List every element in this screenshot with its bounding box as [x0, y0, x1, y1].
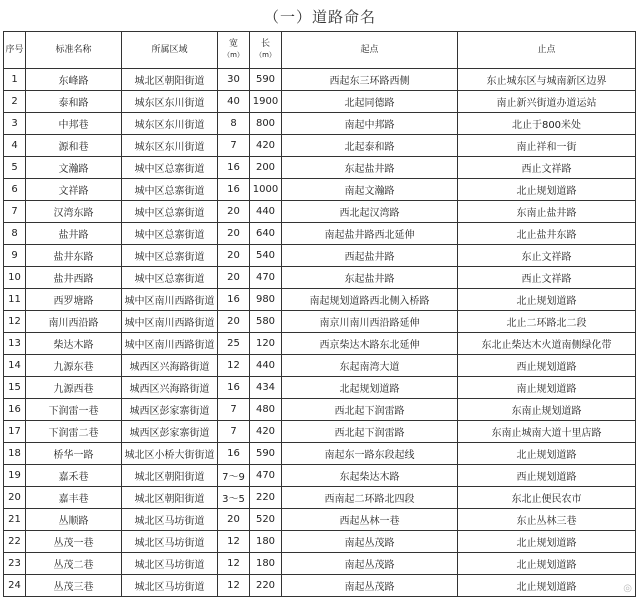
header-length-label: 长	[260, 39, 270, 49]
cell-start: 南起文瀚路	[282, 179, 458, 201]
table-row	[4, 421, 636, 443]
cell-width: 7	[218, 421, 250, 443]
cell-name: 文瀚路	[26, 157, 122, 179]
cell-name: 桥华一路	[26, 443, 122, 465]
cell-no: 17	[4, 421, 26, 443]
cell-no: 8	[4, 223, 26, 245]
cell-end: 北止规划道路	[458, 179, 636, 201]
cell-no: 2	[4, 91, 26, 113]
cell-end: 北止规划道路	[458, 575, 636, 597]
cell-name: 盐井东路	[26, 245, 122, 267]
cell-name: 丛顺路	[26, 509, 122, 531]
cell-area: 城东区东川街道	[122, 91, 218, 113]
table-title: （一）道路命名	[263, 8, 376, 26]
cell-name: 九源西巷	[26, 377, 122, 399]
cell-width: 12	[218, 531, 250, 553]
cell-area: 城北区马坊街道	[122, 509, 218, 531]
table-row	[4, 245, 636, 267]
header-no: 序号	[4, 32, 26, 69]
cell-length: 120	[250, 333, 282, 355]
table-row	[4, 465, 636, 487]
table-row	[4, 443, 636, 465]
cell-no: 4	[4, 135, 26, 157]
cell-end: 西止规划道路	[458, 465, 636, 487]
cell-length: 640	[250, 223, 282, 245]
cell-end: 东南止盐井路	[458, 201, 636, 223]
cell-length: 1000	[250, 179, 282, 201]
cell-start: 西北起下润雷路	[282, 399, 458, 421]
cell-start: 东起盐井路	[282, 157, 458, 179]
table-row	[4, 69, 636, 91]
cell-name: 盐井路	[26, 223, 122, 245]
cell-end: 东止文祥路	[458, 245, 636, 267]
cell-start: 西起丛林一巷	[282, 509, 458, 531]
cell-end: 东南止规划道路	[458, 399, 636, 421]
cell-area: 城北区马坊街道	[122, 531, 218, 553]
cell-end: 北止于800米处	[458, 113, 636, 135]
cell-end: 东止丛林三巷	[458, 509, 636, 531]
cell-end: 东止城东区与城南新区边界	[458, 69, 636, 91]
cell-end: 北止规划道路	[458, 553, 636, 575]
cell-name: 南川西沿路	[26, 311, 122, 333]
cell-start: 东起柴达木路	[282, 465, 458, 487]
cell-area: 城中区总寨街道	[122, 157, 218, 179]
cell-length: 440	[250, 355, 282, 377]
cell-width: 25	[218, 333, 250, 355]
cell-width: 12	[218, 553, 250, 575]
cell-length: 470	[250, 267, 282, 289]
cell-area: 城西区兴海路街道	[122, 355, 218, 377]
table-row	[4, 377, 636, 399]
cell-length: 220	[250, 575, 282, 597]
cell-start: 南起盐井路西北延伸	[282, 223, 458, 245]
header-width	[218, 32, 250, 69]
table-row	[4, 91, 636, 113]
cell-length: 520	[250, 509, 282, 531]
cell-length: 590	[250, 69, 282, 91]
cell-name: 嘉禾巷	[26, 465, 122, 487]
cell-no: 5	[4, 157, 26, 179]
cell-start: 西起盐井路	[282, 245, 458, 267]
table-row	[4, 531, 636, 553]
cell-end: 东北止便民农市	[458, 487, 636, 509]
cell-length: 590	[250, 443, 282, 465]
table-row	[4, 311, 636, 333]
cell-width: 20	[218, 311, 250, 333]
cell-start: 西起东三环路西侧	[282, 69, 458, 91]
cell-name: 九源东巷	[26, 355, 122, 377]
cell-length: 440	[250, 201, 282, 223]
cell-length: 980	[250, 289, 282, 311]
cell-name: 嘉丰巷	[26, 487, 122, 509]
cell-area: 城北区朝阳街道	[122, 69, 218, 91]
cell-name: 丛茂二巷	[26, 553, 122, 575]
header-row	[4, 32, 636, 69]
header-end: 止点	[458, 32, 636, 69]
cell-end: 南止规划道路	[458, 377, 636, 399]
cell-length: 1900	[250, 91, 282, 113]
cell-name: 下润雷一巷	[26, 399, 122, 421]
table-row	[4, 355, 636, 377]
cell-end: 北止规划道路	[458, 289, 636, 311]
cell-width: 8	[218, 113, 250, 135]
cell-no: 19	[4, 465, 26, 487]
table-row	[4, 157, 636, 179]
cell-start: 西南起二环路北四段	[282, 487, 458, 509]
road-naming-table	[3, 31, 636, 597]
cell-no: 11	[4, 289, 26, 311]
cell-area: 城西区彭家寨街道	[122, 421, 218, 443]
cell-width: 30	[218, 69, 250, 91]
cell-start: 北起规划道路	[282, 377, 458, 399]
cell-width: 40	[218, 91, 250, 113]
table-row	[4, 333, 636, 355]
cell-width: 3～5	[218, 487, 250, 509]
cell-name: 文祥路	[26, 179, 122, 201]
watermark: ◎	[623, 583, 632, 594]
cell-start: 南起丛茂路	[282, 553, 458, 575]
cell-start: 西京柴达木路东北延伸	[282, 333, 458, 355]
cell-no: 21	[4, 509, 26, 531]
cell-width: 7～9	[218, 465, 250, 487]
cell-area: 城中区总寨街道	[122, 223, 218, 245]
cell-width: 16	[218, 443, 250, 465]
cell-no: 14	[4, 355, 26, 377]
cell-end: 南止新兴街道办道运站	[458, 91, 636, 113]
cell-length: 200	[250, 157, 282, 179]
cell-end: 南止祥和一街	[458, 135, 636, 157]
header-start: 起点	[282, 32, 458, 69]
cell-length: 470	[250, 465, 282, 487]
cell-length: 580	[250, 311, 282, 333]
cell-length: 180	[250, 553, 282, 575]
table-row	[4, 201, 636, 223]
table-body	[4, 69, 636, 597]
cell-width: 20	[218, 509, 250, 531]
cell-width: 20	[218, 223, 250, 245]
cell-length: 220	[250, 487, 282, 509]
cell-area: 城北区小桥大街街道	[122, 443, 218, 465]
cell-name: 丛茂三巷	[26, 575, 122, 597]
cell-start: 南起规划道路西北侧入桥路	[282, 289, 458, 311]
cell-width: 20	[218, 245, 250, 267]
cell-end: 东南止城南大道十里店路	[458, 421, 636, 443]
cell-name: 丛茂一巷	[26, 531, 122, 553]
table-row	[4, 575, 636, 597]
cell-start: 南起丛茂路	[282, 575, 458, 597]
cell-name: 泰和路	[26, 91, 122, 113]
cell-no: 18	[4, 443, 26, 465]
cell-length: 420	[250, 135, 282, 157]
table-row	[4, 267, 636, 289]
cell-area: 城北区马坊街道	[122, 553, 218, 575]
cell-no: 16	[4, 399, 26, 421]
cell-area: 城中区南川西路街道	[122, 333, 218, 355]
cell-no: 10	[4, 267, 26, 289]
cell-width: 20	[218, 201, 250, 223]
header-length-unit: （m）	[255, 51, 276, 59]
table-row	[4, 113, 636, 135]
cell-no: 9	[4, 245, 26, 267]
table-row	[4, 553, 636, 575]
cell-no: 23	[4, 553, 26, 575]
cell-area: 城东区东川街道	[122, 135, 218, 157]
cell-area: 城中区南川西路街道	[122, 289, 218, 311]
cell-no: 13	[4, 333, 26, 355]
cell-width: 16	[218, 157, 250, 179]
header-width-label: 宽	[228, 39, 238, 49]
cell-no: 12	[4, 311, 26, 333]
cell-end: 北止规划道路	[458, 531, 636, 553]
cell-no: 20	[4, 487, 26, 509]
cell-no: 22	[4, 531, 26, 553]
cell-width: 12	[218, 575, 250, 597]
cell-start: 东起南湾大道	[282, 355, 458, 377]
cell-start: 北起泰和路	[282, 135, 458, 157]
cell-area: 城中区总寨街道	[122, 179, 218, 201]
cell-name: 汉湾东路	[26, 201, 122, 223]
cell-width: 16	[218, 377, 250, 399]
cell-no: 15	[4, 377, 26, 399]
cell-name: 西罗塘路	[26, 289, 122, 311]
cell-start: 南起丛茂路	[282, 531, 458, 553]
cell-no: 7	[4, 201, 26, 223]
cell-start: 南起东一路东段起线	[282, 443, 458, 465]
cell-start: 东起盐井路	[282, 267, 458, 289]
cell-area: 城中区总寨街道	[122, 245, 218, 267]
cell-width: 20	[218, 267, 250, 289]
cell-name: 中邦巷	[26, 113, 122, 135]
cell-width: 16	[218, 289, 250, 311]
cell-area: 城北区朝阳街道	[122, 487, 218, 509]
cell-end: 东北止柴达木火道南侧绿化带	[458, 333, 636, 355]
cell-area: 城北区马坊街道	[122, 575, 218, 597]
cell-end: 北止规划道路	[458, 443, 636, 465]
cell-length: 420	[250, 421, 282, 443]
cell-start: 西北起汉湾路	[282, 201, 458, 223]
cell-name: 柴达木路	[26, 333, 122, 355]
table-row	[4, 223, 636, 245]
table-row	[4, 399, 636, 421]
cell-length: 180	[250, 531, 282, 553]
cell-end: 西止文祥路	[458, 157, 636, 179]
cell-length: 800	[250, 113, 282, 135]
cell-start: 南京川南川西沿路延伸	[282, 311, 458, 333]
cell-width: 7	[218, 399, 250, 421]
cell-area: 城西区彭家寨街道	[122, 399, 218, 421]
cell-length: 434	[250, 377, 282, 399]
cell-width: 12	[218, 355, 250, 377]
cell-start: 西北起下润雷路	[282, 421, 458, 443]
header-name: 标准名称	[26, 32, 122, 69]
cell-name: 下润雷二巷	[26, 421, 122, 443]
cell-end: 西止规划道路	[458, 355, 636, 377]
cell-area: 城中区南川西路街道	[122, 311, 218, 333]
cell-end: 北止盐井东路	[458, 223, 636, 245]
cell-width: 16	[218, 179, 250, 201]
cell-name: 源和巷	[26, 135, 122, 157]
cell-area: 城东区东川街道	[122, 113, 218, 135]
table-row	[4, 509, 636, 531]
header-length	[250, 32, 282, 69]
cell-start: 北起同德路	[282, 91, 458, 113]
cell-no: 24	[4, 575, 26, 597]
cell-name: 东峰路	[26, 69, 122, 91]
header-area: 所属区域	[122, 32, 218, 69]
table-row	[4, 135, 636, 157]
cell-area: 城北区朝阳街道	[122, 465, 218, 487]
cell-name: 盐井西路	[26, 267, 122, 289]
table-row	[4, 289, 636, 311]
cell-length: 540	[250, 245, 282, 267]
cell-end: 西止文祥路	[458, 267, 636, 289]
cell-no: 3	[4, 113, 26, 135]
cell-no: 1	[4, 69, 26, 91]
cell-area: 城西区兴海路街道	[122, 377, 218, 399]
cell-area: 城中区总寨街道	[122, 201, 218, 223]
header-width-unit: （m）	[223, 51, 244, 59]
cell-length: 480	[250, 399, 282, 421]
table-row	[4, 179, 636, 201]
cell-width: 7	[218, 135, 250, 157]
cell-no: 6	[4, 179, 26, 201]
cell-area: 城中区总寨街道	[122, 267, 218, 289]
table-row	[4, 487, 636, 509]
cell-end: 北止二环路北二段	[458, 311, 636, 333]
cell-start: 南起中邦路	[282, 113, 458, 135]
